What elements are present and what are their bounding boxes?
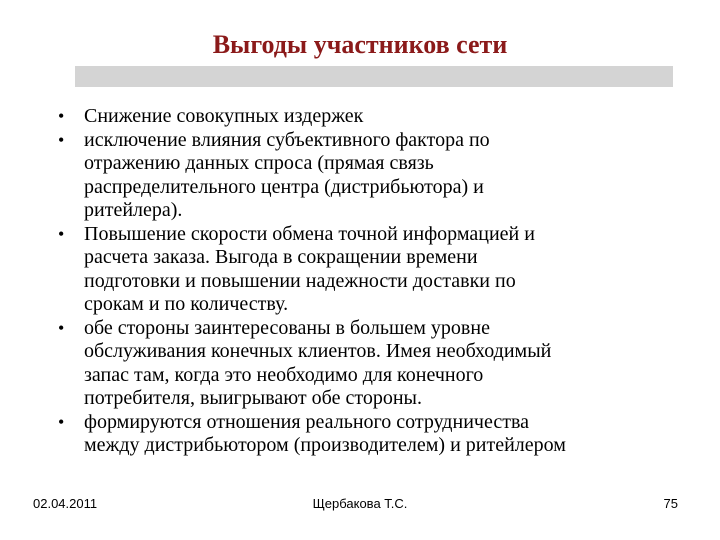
bullet-line: обслуживания конечных клиентов. Имея необходимый [84,340,552,362]
bullet-line: отражению данных спроса (прямая связь [84,152,434,174]
bullet-line: Снижение совокупных издержек [84,105,364,127]
bullet-list [52,105,672,458]
bullet-item [52,411,672,458]
bullet-line: между дистрибьютором (производителем) и ритейлером [84,434,566,456]
bullet-line: срокам и по количеству. [84,293,289,315]
bullet-dot-icon: • [58,106,65,126]
slide-title: Выгоды участников сети [212,30,508,59]
footer-date: 02.04.2011 [33,496,98,511]
bullet-line: формируются отношения реального сотрудничества [84,410,529,433]
page-number: 75 [663,496,678,511]
footer-author: Щербакова Т.С. [312,496,408,511]
bullet-line: ритейлера). [84,199,183,221]
bullet-item [52,317,672,411]
bullet-item [52,223,672,317]
bullet-line: запас там, когда это необходимо для конечного [84,363,484,386]
title-underline-bar [75,66,673,87]
bullet-line: обе стороны заинтересованы в большем уровне [84,316,490,339]
bullet-line: подготовки и повышении надежности доставки по [84,269,516,292]
bullet-line: Повышение скорости обмена точной информацией и [84,222,535,245]
bullet-line: распределительного центра (дистрибьютора) и [84,175,484,198]
bullet-line: исключение влияния субъективного фактора по [84,128,490,151]
bullet-item [52,129,672,223]
bullet-dot-icon: • [58,129,65,150]
bullet-dot-icon: • [58,411,65,432]
bullet-dot-icon: • [58,317,65,338]
bullet-item [52,105,672,129]
bullet-line: потребителя, выигрывают обе стороны. [84,387,422,409]
bullet-line: расчета заказа. Выгода в сокращении времени [84,246,478,268]
bullet-dot-icon: • [58,223,65,244]
